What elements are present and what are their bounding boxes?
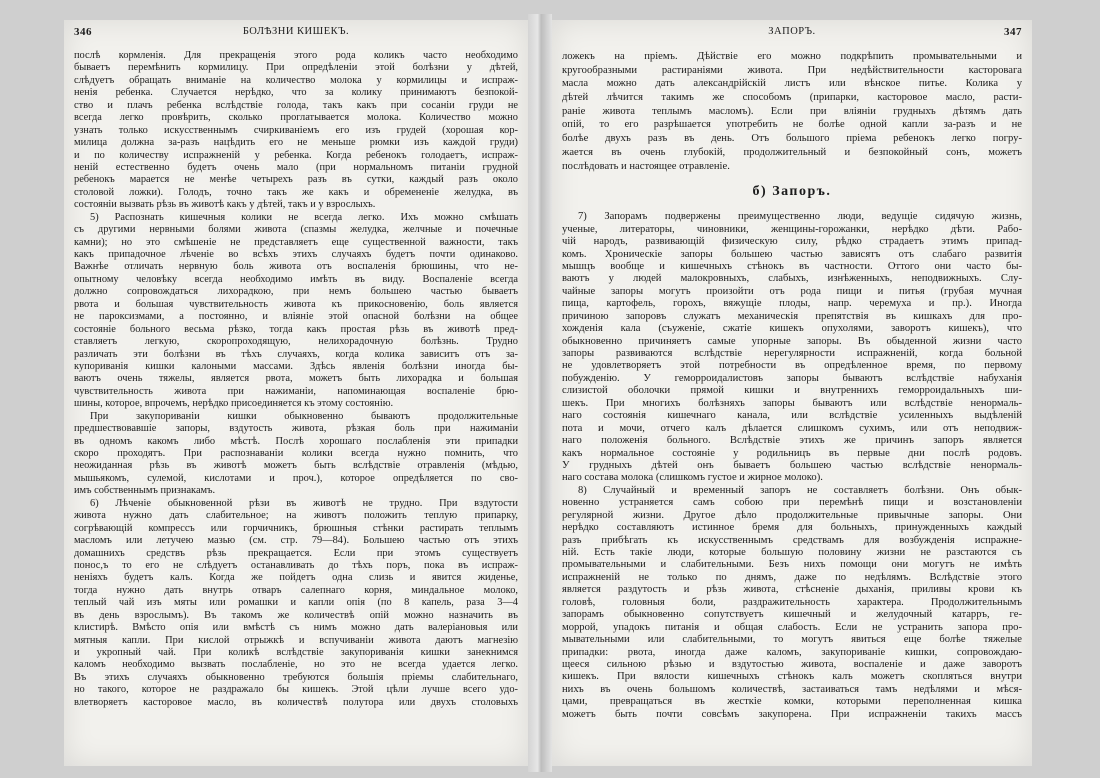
right-page-header: [562, 26, 1022, 42]
text-line: является раздутость и рѣзь живота, стѣсненіе дыханія, приливы крови къ: [562, 584, 1022, 596]
text-line: рвота и большая чувствительность живота къ прикосновенію, боль является: [74, 298, 518, 310]
text-line: камни); но это смѣшеніе не представляетъ еще существенной важности, такъ: [74, 236, 518, 248]
text-line: наго состава молока (слишкомъ густое и жирное молоко).: [562, 472, 823, 484]
text-line: разъ прибѣгать къ искусственнымъ средствамъ для возбужденія испражне-: [562, 534, 1022, 546]
text-line: 7) Запорамъ подвержены преимущественно люди, ведущіе сидячую жизнь,: [578, 211, 1022, 223]
text-line: Важнѣе отличать нервную боль живота отъ воспаленія брюшины, что не-: [74, 261, 518, 273]
text-line: опытному человѣку всегда необходимо имѣть въ виду. Воспаленіе всегда: [74, 273, 518, 285]
right-text-bottom: [562, 211, 1022, 721]
text-line: предшествовавшіе запоры, вздутость живота, рѣзкая боль при нажиманіи: [74, 423, 518, 435]
text-line: чайные запоры могутъ произойти отъ рода пищи и питья (грубая мучная: [562, 285, 1022, 297]
text-line: и укропный чай. При коликѣ вслѣдствіе закупориванія кишки занекнимся: [74, 647, 518, 658]
text-line: неніяхъ будетъ калъ. Когда же пойдетъ одна слизь и явится жиденье,: [74, 572, 518, 584]
text-line: моррой, упадокъ питанія и общая слабость. Если не устранить запора про-: [562, 621, 1022, 633]
left-running-head: БОЛѢЗНИ КИШЕКЪ.: [242, 26, 350, 37]
text-line: хожденія кала (съуженіе, сжатіе кишекъ опухолями, заворотъ кишекъ), что: [562, 323, 1022, 335]
text-line: столовой ложки). Голодъ, точно такъ же какъ и обремененіе желудка, въ: [74, 186, 518, 198]
text-line: различать эти болѣзни въ тѣхъ случаяхъ, когда колика зависитъ отъ за-: [74, 348, 518, 360]
right-page: [552, 20, 1032, 766]
text-line: У грудныхъ дѣтей онъ бываетъ большею частью вслѣдствіе ненормаль-: [562, 459, 1022, 471]
text-line: состояніе больного весьма рѣзко, тогда какъ простая рѣзь въ животѣ пред-: [74, 323, 518, 335]
text-line: мышьякомъ, сулемой, кислотами и проч.), которое опредѣляется по сво-: [74, 472, 518, 484]
text-line: чувствительность живота при нажиманіи, напоминающая воспаленіе брю-: [74, 385, 518, 397]
text-line: кишекъ. При вялости кишечныхъ стѣнокъ калъ можетъ скопляться внутри: [562, 671, 1022, 683]
right-page-text: [562, 50, 1022, 760]
text-line: побужденію. У геморроидалистовъ запоры бываютъ вслѣдствіе набуханія: [562, 372, 1022, 384]
text-line: 5) Распознать кишечныя колики не всегда легко. Ихъ можно смѣшать: [90, 211, 518, 223]
text-line: неожиданная рѣзь въ животѣ можетъ быть вслѣдствіе отравленія (мѣдью,: [74, 460, 518, 472]
text-line: масла можно дать александрійскій листъ или вѣнское питье. Колика у: [562, 78, 1022, 90]
text-line: ваютъ очень тяжелы, является рвота, можетъ быть лихорадка и большая: [74, 373, 518, 385]
text-line: милица должна за-разъ нацѣдить его не меньше рюмки изъ каждой груди): [74, 137, 518, 149]
text-line: мывательными или слабительными, то могутъ явиться еще болѣе тяжелые: [562, 634, 1022, 646]
text-line: испражненій не только по днямъ, даже по недѣлямъ. Вслѣдствіе этого: [562, 571, 1022, 583]
text-line: но такого, которое не раздражало бы кишекъ. Этой цѣли лучше всего удо-: [74, 684, 518, 696]
text-line: слизистой оболочки прямой кишки и внутреннихъ геморроидальныхъ ши-: [562, 385, 1022, 397]
left-page-text: [74, 50, 518, 760]
text-line: шекъ. При многихъ болѣзняхъ запоры бываютъ или вслѣдствіе ненормаль-: [562, 397, 1022, 409]
text-line: ставляетъ легкую, скоропроходящую, нелихорадочную болѣзнь. Трудно: [74, 336, 518, 348]
text-line: состояніи вызвать рѣзь въ животѣ какъ у дѣтей, такъ и у взрослыхъ.: [74, 199, 376, 211]
right-running-head: ЗАПОРЪ.: [768, 26, 816, 37]
text-line: въ одномъ какомъ либо мѣстѣ. Послѣ хорошаго послабленія эти припадки: [74, 435, 518, 447]
text-line: ненія ребенка. Случается нерѣдко, что за колику принимаютъ безпокой-: [74, 87, 518, 99]
text-line: 6) Лѣченіе обыкновенной рѣзи въ животѣ не трудно. При вздутости: [90, 497, 518, 509]
text-line: теплый чай изъ мяты или ромашки и капли опія (по 8 капель, раза 3—4: [74, 597, 518, 609]
text-line: дѣтей лѣчится такимъ же способомъ (припарки, касторовое масло, расти-: [562, 92, 1022, 104]
text-line: 8) Случайный и временный запоръ не составляетъ болѣзни. Онъ обык-: [578, 484, 1022, 496]
text-line: болѣе двухъ разъ въ день. Отъ большого пріема ребенокъ легко погру-: [562, 133, 1022, 145]
text-line: въ день взрослымъ). Въ такомъ же количествѣ опій можно назначить въ: [74, 609, 518, 621]
text-line: ваютъ у людей малокровныхъ, слабыхъ, изнѣженныхъ, неподвижныхъ. Слу-: [562, 273, 1022, 285]
text-line: комъ. Хроническіе запоры большею частью зависятъ отъ слабаго развитія: [562, 248, 1022, 260]
right-text-top: [562, 50, 1022, 173]
text-line: ученые, литераторы, чиновники, женщины-горожанки, нерѣдко дѣти. Рабо-: [562, 223, 1022, 235]
text-line: съ другими нервными болями живота (спазмы желудка, желчные и почечные: [74, 224, 518, 236]
text-line: согрѣвающій компрессъ или горчичникъ, брюшныя стѣнки растирать теплымъ: [74, 522, 518, 534]
text-line: тогда нужно дать внутрь отваръ салепнаго корня, миндальное молоко,: [74, 584, 518, 596]
text-line: бываетъ перемѣнить кормилицу. При опредѣленіи этой болѣзни у дѣтей,: [74, 62, 518, 74]
text-line: жается въ очень глубокій, продолжительный и безпокойный сонъ, можетъ: [562, 146, 1022, 158]
text-line: какъ нормальное состояніе у родильницъ въ первые дни послѣ родовъ.: [562, 447, 1022, 459]
text-line: клистирѣ. Вмѣсто опія или вмѣстѣ съ нимъ можно дать валеріановыя или: [74, 622, 518, 634]
text-line: регулярной жизни. Другое дѣло продолжительные привычные запоры. Они: [562, 509, 1022, 521]
text-line: имъ собственнымъ признакамъ.: [74, 485, 216, 497]
book-gutter: [528, 14, 552, 772]
text-line: нерѣдко составляютъ истинное бремя для больныхъ, принужденныхъ каждый: [562, 522, 1022, 534]
text-line: ство и плачъ ребенка вслѣдствіе голода, такъ какъ при сосаніи груди не: [74, 99, 518, 111]
text-line: новенно устраняется самъ собою при перемѣнѣ пищи и возстановленіи: [562, 497, 1022, 509]
text-line: не удовлетворяетъ этой потребности въ опредѣленное время, по первому: [562, 360, 1022, 372]
text-line: ній. Есть такіе люди, которые большую половину жизни не разстаются съ: [562, 547, 1022, 558]
text-line: чій народъ, развивающій физическую силу, рѣдко страдаетъ этимъ припад-: [562, 236, 1022, 248]
text-line: причиною запоровъ служатъ механическія препятствія въ кишкахъ для про-: [562, 310, 1022, 322]
text-line: понос,ъ то его не слѣдуетъ останавливать до тѣхъ поръ, пока въ испраж-: [74, 559, 518, 571]
text-line: не пароксизмами, а постоянно, и вліяніе этой опасной болѣзни на общее: [74, 311, 518, 323]
text-line: раніе живота теплымъ масломъ). Если при вліяніи грудныхъ дѣтямъ дать: [562, 105, 1022, 117]
text-line: нихъ въ очень большомъ количествѣ, застаиваться тамъ недѣлями и мѣся-: [562, 683, 1022, 695]
right-page-number: 347: [1004, 26, 1022, 38]
text-line: шины, которое, впрочемъ, нерѣдко присоединяется къ этому состоянію.: [74, 398, 394, 410]
text-line: ложекъ на пріемъ. Дѣйствіе его можно подкрѣпить промывательными и: [562, 51, 1022, 62]
left-page: [64, 20, 528, 766]
text-line: неній естественно будетъ очень мало (при нормальномъ питаніи грудной: [74, 161, 518, 173]
text-line: масломъ или летучею мазью (см. стр. 79—84). Большею частью отъ этихъ: [74, 535, 518, 547]
text-line: Въ этихъ случаяхъ обыкновенно требуются большія пріемы слабительнаго,: [74, 671, 518, 683]
text-line: пота и мочи, отчего калъ дѣлается слишкомъ сухимъ, или отъ неподвиж-: [562, 422, 1022, 434]
text-line: ребенокъ марается не менѣе четырехъ разъ въ сутки, каждый разъ около: [74, 174, 518, 186]
left-page-header: [74, 26, 518, 42]
text-line: щееся сильною рѣзью и вздутостью живота, воспаленіе и даже заворотъ: [562, 658, 1022, 670]
text-line: пища, картофель, горохъ, вяжущіе плоды, напр. черемуха и пр.). Иногда: [562, 298, 1022, 310]
text-line: можетъ быть почти совсѣмъ закупорена. При испражненіи такихъ массъ: [562, 708, 1022, 720]
text-line: влетворяетъ касторовое масло, въ количествѣ полутора или двухъ столовыхъ: [74, 696, 518, 708]
text-line: домашнихъ средствъ рѣзь прекращается. Если при этомъ существуетъ: [74, 547, 518, 559]
text-line: скоро проходятъ. При распознаваніи колики всегда нужно помнить, что: [74, 448, 518, 459]
text-line: должно сопровождаться лихорадкою, при немъ большею частью бываетъ: [74, 286, 518, 298]
text-line: всегда легко провѣрить, сколько проглатывается молока. Количество можно: [74, 112, 518, 124]
text-line: припадки: рвота, иногда даже каломъ, закупориваніе кишки, сопровождаю-: [562, 646, 1022, 658]
text-line: послѣ кормленія. Для прекращенія этого рода коликъ часто необходимо: [74, 50, 518, 61]
text-line: слѣдуетъ обращать вниманіе на количество молока у кормилицы и испраж-: [74, 74, 518, 86]
text-line: запорамъ обыкновенно сопутствуетъ кишечный и желудочный катарръ, ге-: [562, 609, 1022, 621]
text-line: промывательными и слабительными. Безъ нихъ помощи они могутъ не имѣть: [562, 559, 1022, 571]
text-line: мятныя капли. При кислой отрыжкѣ и вспучиваніи живота даютъ магнезію: [74, 634, 518, 646]
text-line: и по количеству испражненій у ребенка. Когда ребенокъ голодаетъ, испраж-: [74, 149, 518, 161]
text-line: каломъ необходимо вызвать послабленіе, но это не всегда удается легко.: [74, 659, 518, 671]
text-line: купориванія кишки калоными массами. Здѣсь явленія болѣзни иногда бы-: [74, 360, 518, 372]
text-line: мышцъ вообще и кишечныхъ стѣнокъ въ частности. Оттого они часто бы-: [562, 260, 1022, 272]
text-line: наго состоянія кишечнаго канала, или вслѣдствіе усиленныхъ выдѣленій: [562, 410, 1022, 422]
text-line: послѣдовать и настоящее отравленіе.: [562, 160, 730, 172]
text-line: При закупориваніи кишки обыкновенно бываютъ продолжительные: [90, 410, 518, 422]
text-line: какъ припадочное лѣченіе во всѣхъ этихъ случаяхъ будетъ почти одинаково.: [74, 249, 518, 260]
text-line: головѣ, головныя боли, раздражительность характера. Продолжительнымъ: [562, 596, 1022, 608]
text-line: узнать только искусственнымъ счиркиваніемъ его изъ грудей (хорошая кор-: [74, 124, 518, 136]
text-line: наго положенія больного. Вслѣдствіе этихъ же причинъ запоръ является: [562, 435, 1022, 447]
left-page-number: 346: [74, 26, 92, 38]
section-title: б) Запоръ.: [752, 184, 832, 200]
text-line: опій, то его разрѣшается употребить не болѣе одной капли за-разъ и не: [562, 119, 1022, 131]
text-line: цами, превращаться въ жесткіе комки, которыми переполненная кишка: [562, 696, 1022, 708]
text-line: кругообразными растираніями живота. При недѣйствительности касторовага: [562, 64, 1022, 76]
text-line: запоры развиваются вслѣдствіе нерегулярности испражненій, когда больной: [562, 348, 1022, 359]
text-line: обыкновенно причиняетъ самые упорные запоры. Въ обыденной жизни часто: [562, 335, 1022, 347]
text-line: живота нужно дать слабительное; на животъ положить теплую припарку,: [74, 510, 518, 522]
